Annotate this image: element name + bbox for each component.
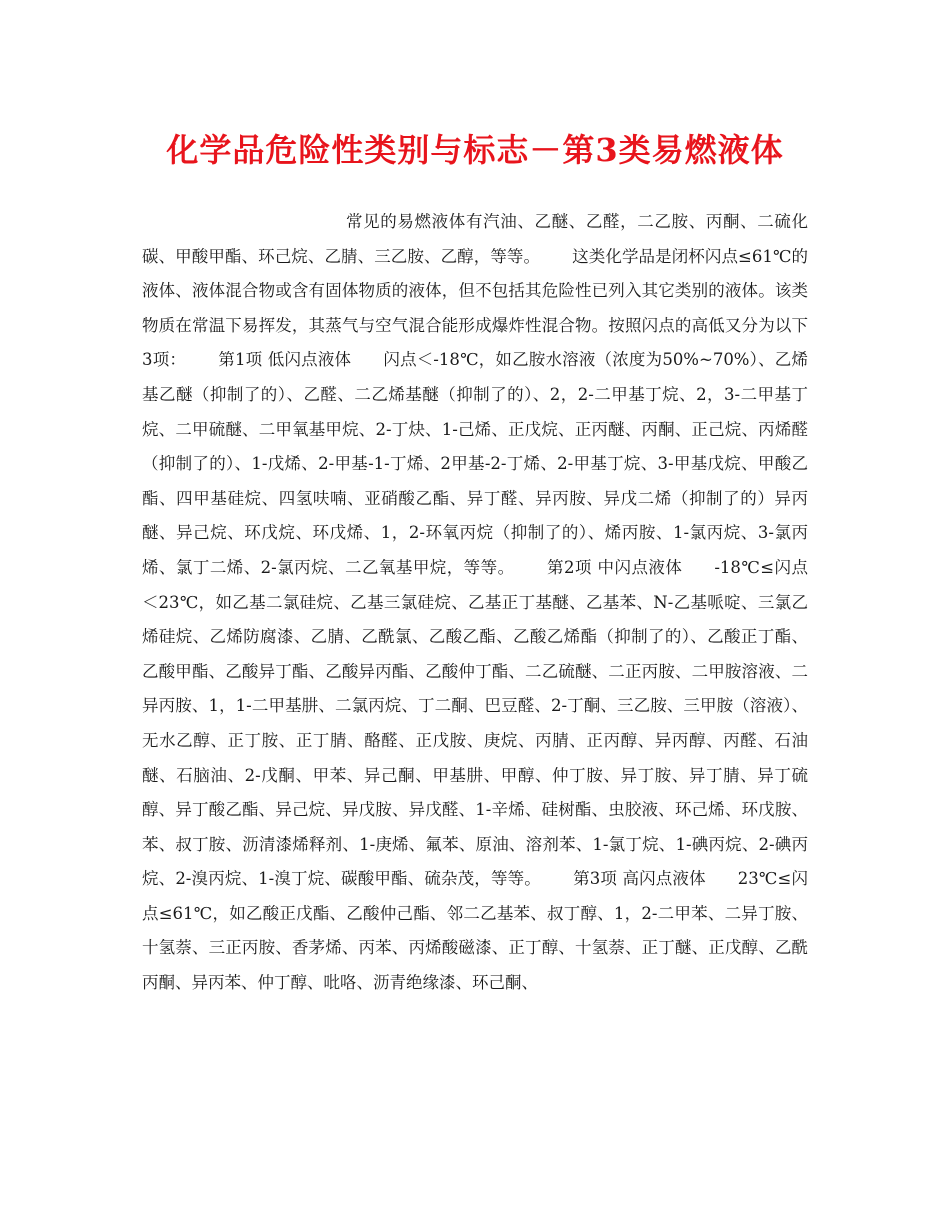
item2-heading: 第2项 中闪点液体: [546, 557, 683, 577]
page-title: 化学品危险性类别与标志－第3类易燃液体: [166, 131, 784, 169]
item3-body: 23℃≤闪点≤61℃，如乙酸正戊酯、乙酸仲己酯、邻二乙基苯、叔丁醇、1，2-二甲苯、二异丁胺、十氢萘、三正丙胺、香茅烯、丙苯、丙烯酸磁漆、正丁醇、十氢萘、正丁醚、正戊醇、乙酰丙酮、异丙苯、仲丁醇、吡咯、沥青绝缘漆、环己酮、: [142, 869, 809, 993]
item2-body: -18℃≤闪点＜23℃，如乙基二氯硅烷、乙基三氯硅烷、乙基正丁基醚、乙基苯、N-乙基哌啶、三氯乙烯硅烷、乙烯防腐漆、乙腈、乙酰氯、乙酸乙酯、乙酸乙烯酯（抑制了的）、乙酸正丁酯、乙酸甲酯、乙酸异丁酯、乙酸异丙酯、乙酸仲丁酯、二乙硫醚、二正丙胺、二甲胺溶液、二异丙胺、1，1-二甲基肼、二氯丙烷、丁二酮、巴豆醛、2-丁酮、三乙胺、三甲胺（溶液）、无水乙醇、正丁胺、正丁腈、酪醛、正戊胺、庚烷、丙腈、正丙醇、异丙醇、丙醛、石油醚、石脑油、2-戊酮、甲苯、异己酮、甲基肼、甲醇、仲丁胺、异丁胺、异丁腈、异丁硫醇、异丁酸乙酯、异己烷、异戊胺、异戊醛、1-辛烯、硅树酯、虫胶液、环己烯、环戊胺、苯、叔丁胺、沥清漆烯释剂、1-庚烯、氟苯、原油、溶剂苯、1-氯丁烷、1-碘丙烷、2-碘丙烷、2-溴丙烷、1-溴丁烷、碳酸甲酯、硫杂茂，等等。: [142, 557, 808, 889]
item1-heading: 第1项 低闪点液体: [218, 350, 352, 370]
intro-text: 常见的易燃液体有汽油、乙醚、乙醛，二乙胺、丙酮、二硫化碳、甲酸甲酯、环己烷、乙腈、三乙胺、乙醇，等等。: [142, 212, 808, 266]
item3-heading: 第3项 高闪点液体: [572, 869, 706, 889]
document-body: [142, 205, 808, 1001]
item1-body: 闪点＜-18℃，如乙胺水溶液（浓度为50%~70%）、乙烯基乙醚（抑制了的）、乙醛、二乙烯基醚（抑制了的）、2，2-二甲基丁烷、2，3-二甲基丁烷、二甲硫醚、二甲氧基甲烷、2-丁炔、1-己烯、正戊烷、正丙醚、丙酮、正己烷、丙烯醛（抑制了的）、1-戊烯、2-甲基-1-丁烯、2甲基-2-丁烯、2-甲基丁烷、3-甲基戊烷、甲酸乙酯、四甲基硅烷、四氢呋喃、亚硝酸乙酯、异丁醛、异丙胺、异戊二烯（抑制了的）异丙醚、异己烷、环戊烷、环戊烯、1，2-环氧丙烷（抑制了的）、烯丙胺、1-氯丙烷、3-氯丙烯、氯丁二烯、2-氯丙烷、二乙氧基甲烷，等等。: [142, 350, 809, 577]
definition-text: 这类化学品是闭杯闪点≤61℃的液体、液体混合物或含有固体物质的液体，但不包括其危险性已列入其它类别的液体。该类物质在常温下易挥发，其蒸气与空气混合能形成爆炸性混合物。按照闪点的高低又分为以下3项：: [142, 246, 809, 370]
